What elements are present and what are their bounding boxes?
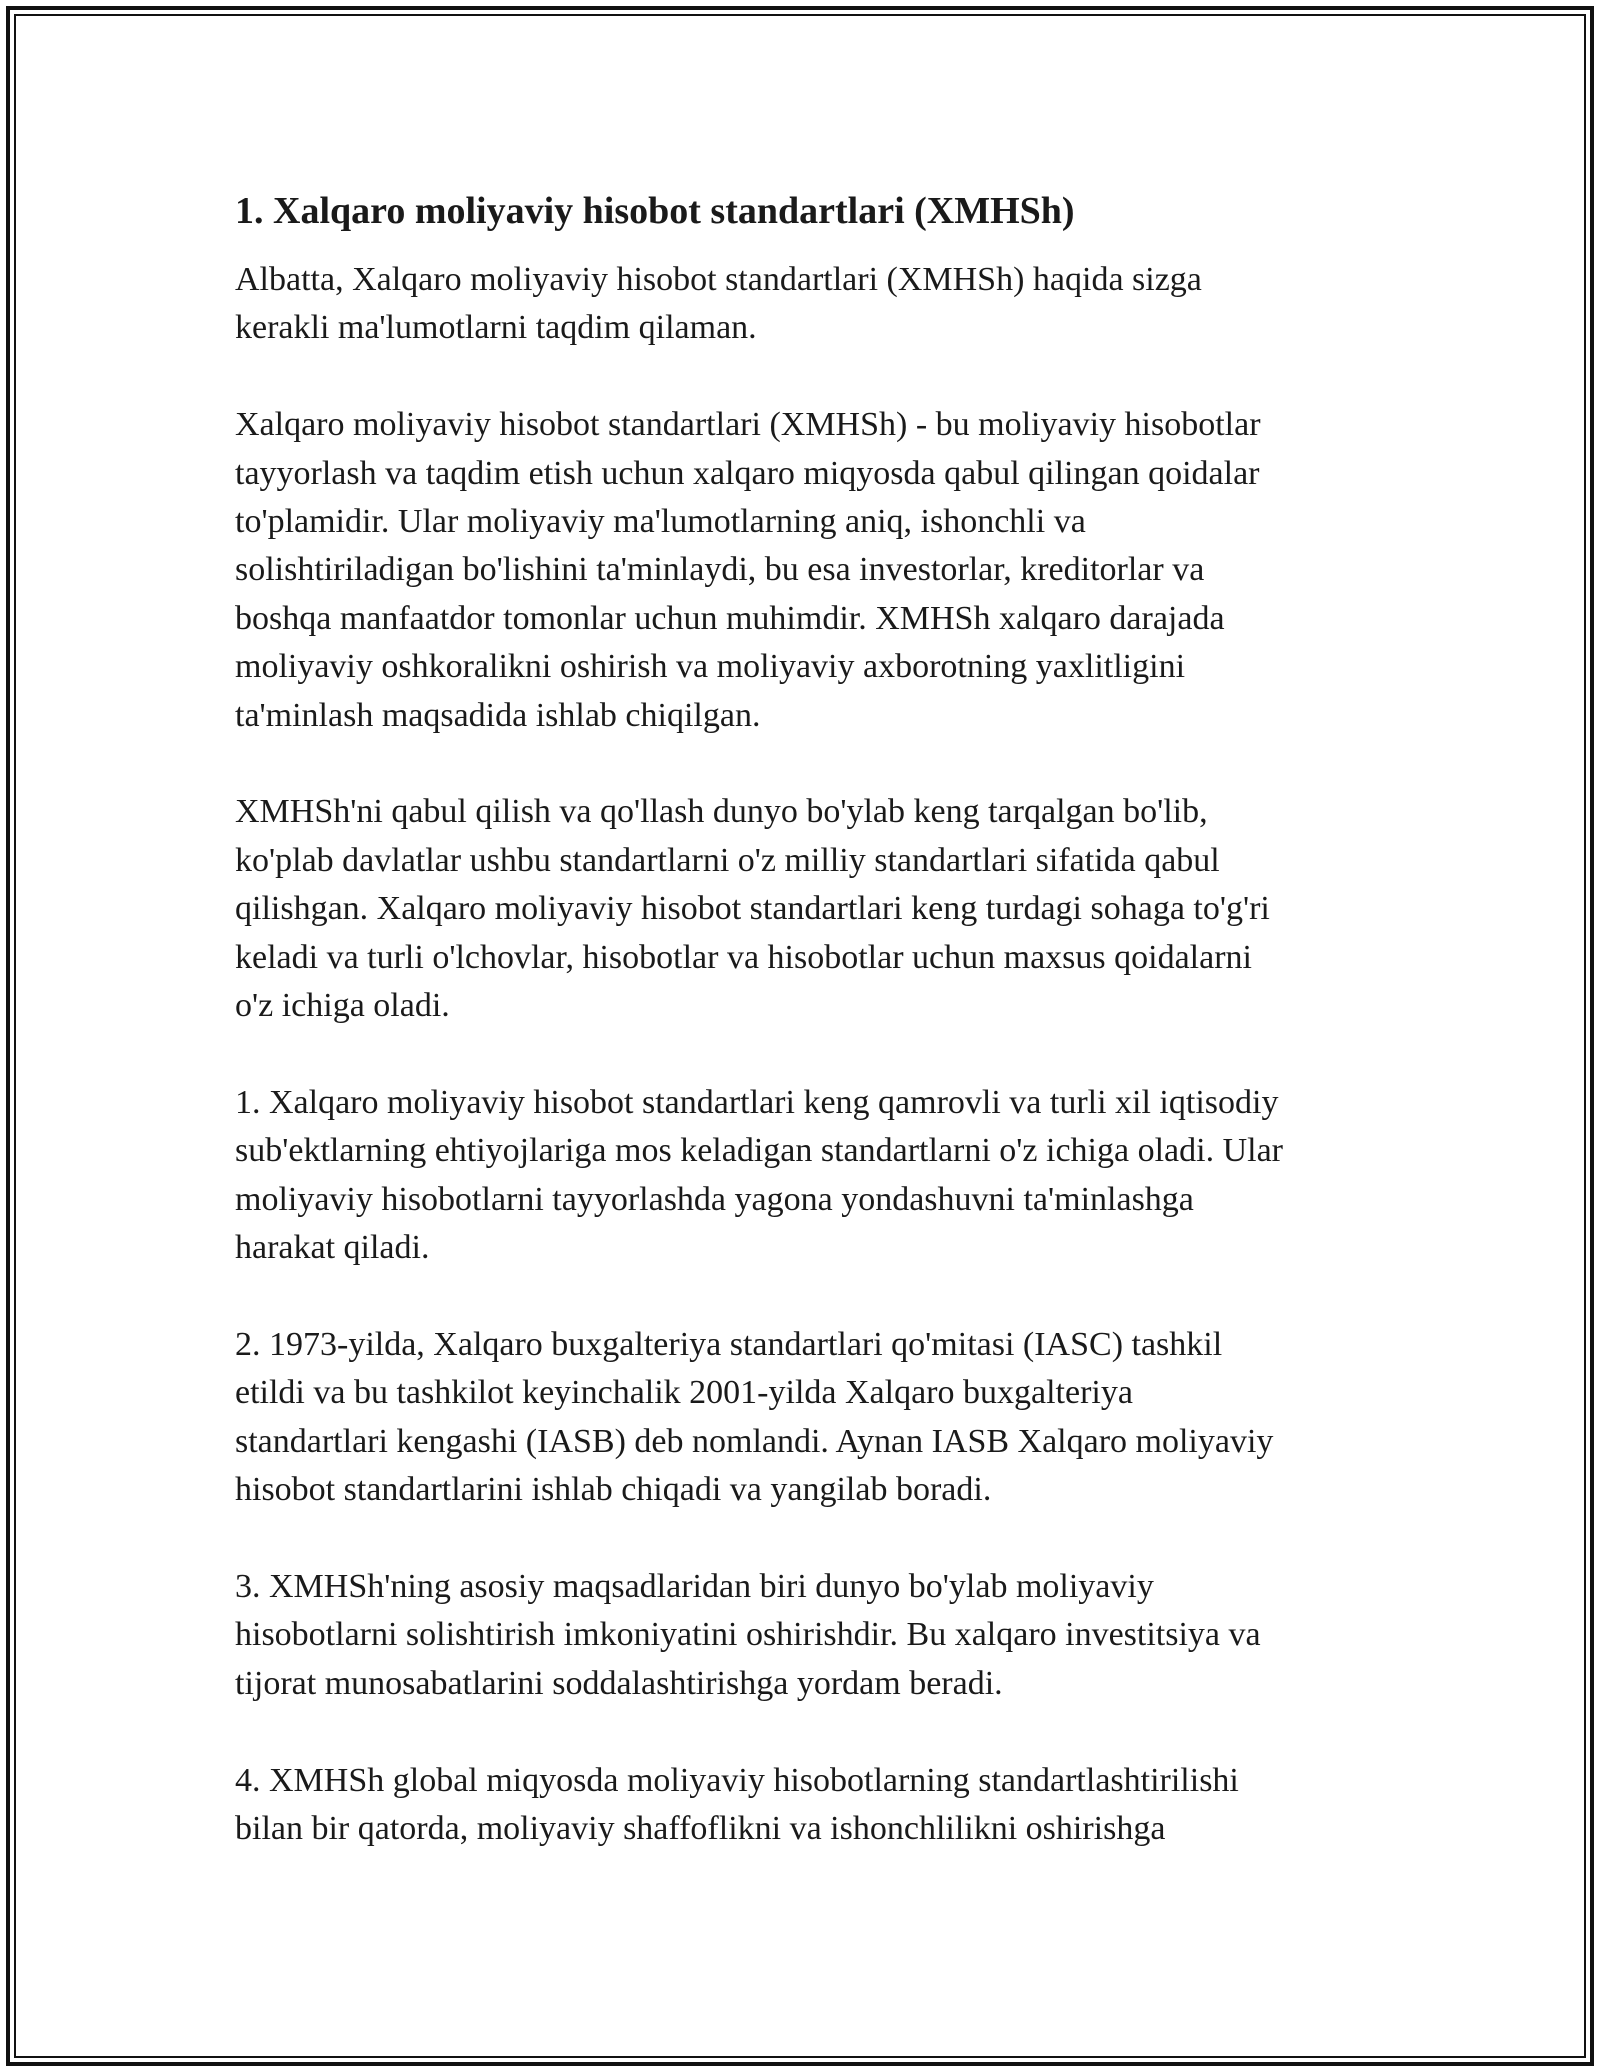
text-line: ta'minlash maqsadida ishlab chiqilgan. (235, 696, 761, 734)
text-line: 3. XMHSh'ning asosiy maqsadlaridan biri dunyo bo'ylab moliyaviy (235, 1567, 1154, 1605)
paragraph-intro (235, 256, 1375, 353)
text-line: etildi va bu tashkilot keyinchalik 2001-yilda Xalqaro buxgalteriya (235, 1374, 1133, 1412)
text-line: to'plamidir. Ular moliyaviy ma'lumotlarning aniq, ishonchli va (235, 503, 1086, 541)
text-line: tijorat munosabatlarini soddalashtirishga yordam beradi. (235, 1664, 1003, 1702)
paragraph-definition (235, 401, 1375, 740)
text-line: qilishgan. Xalqaro moliyaviy hisobot standartlari keng turdagi sohaga to'g'ri (235, 890, 1270, 928)
text-line: standartlari kengashi (IASB) deb nomlandi. Aynan IASB Xalqaro moliyaviy (235, 1422, 1274, 1460)
document-title: 1. Xalqaro moliyaviy hisobot standartlari (XMHSh) (235, 190, 1075, 232)
list-item-4 (235, 1757, 1375, 1854)
list-item-1 (235, 1079, 1375, 1273)
text-line: tayyorlash va taqdim etish uchun xalqaro miqyosda qabul qilingan qoidalar (235, 454, 1260, 492)
text-line: moliyaviy hisobotlarni tayyorlashda yagona yondashuvni ta'minlashga (235, 1180, 1194, 1218)
text-line: harakat qiladi. (235, 1229, 430, 1267)
text-line: boshqa manfaatdor tomonlar uchun muhimdir. XMHSh xalqaro darajada (235, 599, 1225, 637)
text-line: XMHSh'ni qabul qilish va qo'llash dunyo bo'ylab keng tarqalgan bo'lib, (235, 793, 1208, 831)
text-line: hisobot standartlarini ishlab chiqadi va yangilab boradi. (235, 1471, 992, 1509)
text-line: solishtiriladigan bo'lishini ta'minlaydi, bu esa investorlar, kreditorlar va (235, 551, 1205, 589)
text-line: 4. XMHSh global miqyosda moliyaviy hisobotlarning standartlashtirilishi (235, 1761, 1239, 1799)
text-line: hisobotlarni solishtirish imkoniyatini oshirishdir. Bu xalqaro investitsiya va (235, 1616, 1261, 1654)
document-body (235, 186, 1375, 1902)
text-line: moliyaviy oshkoralikni oshirish va moliyaviy axborotning yaxlitligini (235, 648, 1186, 686)
text-line: sub'ektlarning ehtiyojlariga mos keladigan standartlarni o'z ichiga oladi. Ular (235, 1132, 1283, 1170)
paragraph-adoption (235, 788, 1375, 1030)
text-line: ko'plab davlatlar ushbu standartlarni o'z milliy standartlari sifatida qabul (235, 841, 1220, 879)
list-item-3 (235, 1563, 1375, 1708)
list-item-2 (235, 1321, 1375, 1515)
text-line: 1. Xalqaro moliyaviy hisobot standartlari keng qamrovli va turli xil iqtisodiy (235, 1083, 1279, 1121)
text-line: bilan bir qatorda, moliyaviy shaffoflikni va ishonchlilikni oshirishga (235, 1809, 1166, 1847)
text-line: Xalqaro moliyaviy hisobot standartlari (XMHSh) - bu moliyaviy hisobotlar (235, 406, 1261, 444)
text-line: Albatta, Xalqaro moliyaviy hisobot standartlari (XMHSh) haqida sizga (235, 261, 1202, 298)
text-line: 2. 1973-yilda, Xalqaro buxgalteriya standartlari qo'mitasi (IASC) tashkil (235, 1325, 1223, 1363)
text-line: o'z ichiga oladi. (235, 987, 450, 1025)
text-line: kerakli ma'lumotlarni taqdim qilaman. (235, 309, 757, 347)
text-line: keladi va turli o'lchovlar, hisobotlar va hisobotlar uchun maxsus qoidalarni (235, 938, 1252, 976)
